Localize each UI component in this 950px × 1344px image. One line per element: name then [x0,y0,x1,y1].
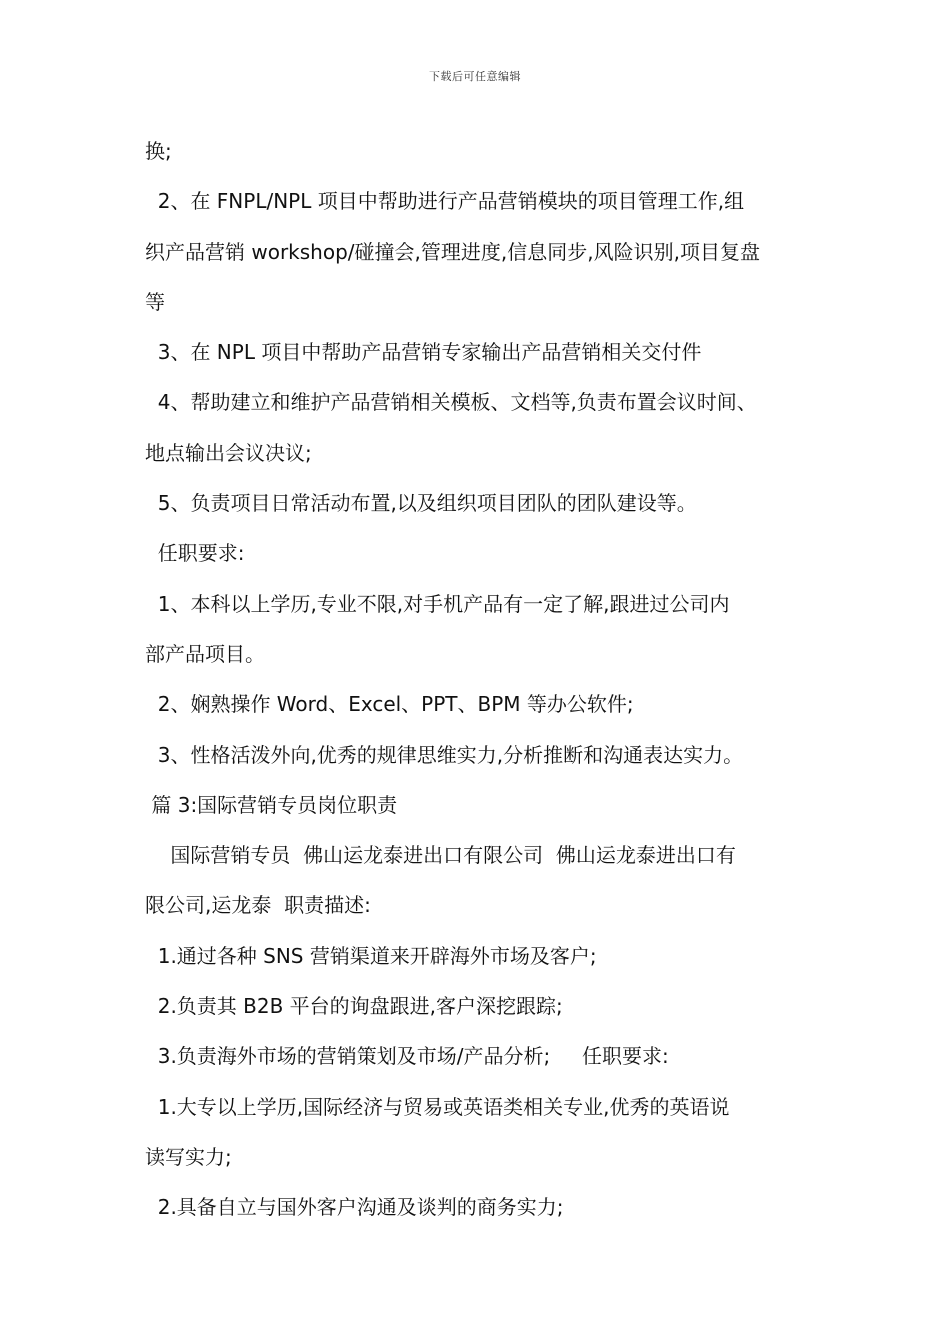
text-line: 织产品营销 workshop/碰撞会,管理进度,信息同步,风险识别,项目复盘 [145,239,760,264]
text-line: 2.具备自立与国外客户沟通及谈判的商务实力; [145,1195,564,1220]
text-line: 3、在 NPL 项目中帮助产品营销专家输出产品营销相关交付件 [145,340,702,365]
section-heading-article-3: 篇 3:国际营销专员岗位职责 [145,792,398,817]
page-header: 下载后可任意编辑 [429,70,521,83]
text-line: 2、在 FNPL/NPL 项目中帮助进行产品营销模块的项目管理工作,组 [145,189,745,214]
text-line: 3、性格活泼外向,优秀的规律思维实力,分析推断和沟通表达实力。 [145,742,744,767]
text-line: 国际营销专员 佛山运龙泰进出口有限公司 佛山运龙泰进出口有 [145,843,736,868]
text-line: 1、本科以上学历,专业不限,对手机产品有一定了解,跟进过公司内 [145,591,730,616]
text-line: 等 [145,289,165,314]
text-line: 2.负责其 B2B 平台的询盘跟进,客户深挖跟踪; [145,994,563,1019]
document-body [145,126,825,1233]
text-line: 2、娴熟操作 Word、Excel、PPT、BPM 等办公软件; [145,692,634,717]
text-line: 3.负责海外市场的营销策划及市场/产品分析; 任职要求: [145,1044,669,1069]
section-heading-requirements: 任职要求: [145,541,245,566]
text-line: 1.通过各种 SNS 营销渠道来开辟海外市场及客户; [145,943,597,968]
text-line: 限公司,运龙泰 职责描述: [145,893,371,918]
text-line: 1.大专以上学历,国际经济与贸易或英语类相关专业,优秀的英语说 [145,1094,730,1119]
text-line: 读写实力; [145,1144,232,1169]
text-line: 部产品项目。 [145,641,265,666]
text-line: 5、负责项目日常活动布置,以及组织项目团队的团队建设等。 [145,491,697,516]
text-line: 换; [145,139,172,163]
text-line: 地点输出会议决议; [145,440,312,465]
text-line: 4、帮助建立和维护产品营销相关模板、文档等,负责布置会议时间、 [145,390,757,415]
